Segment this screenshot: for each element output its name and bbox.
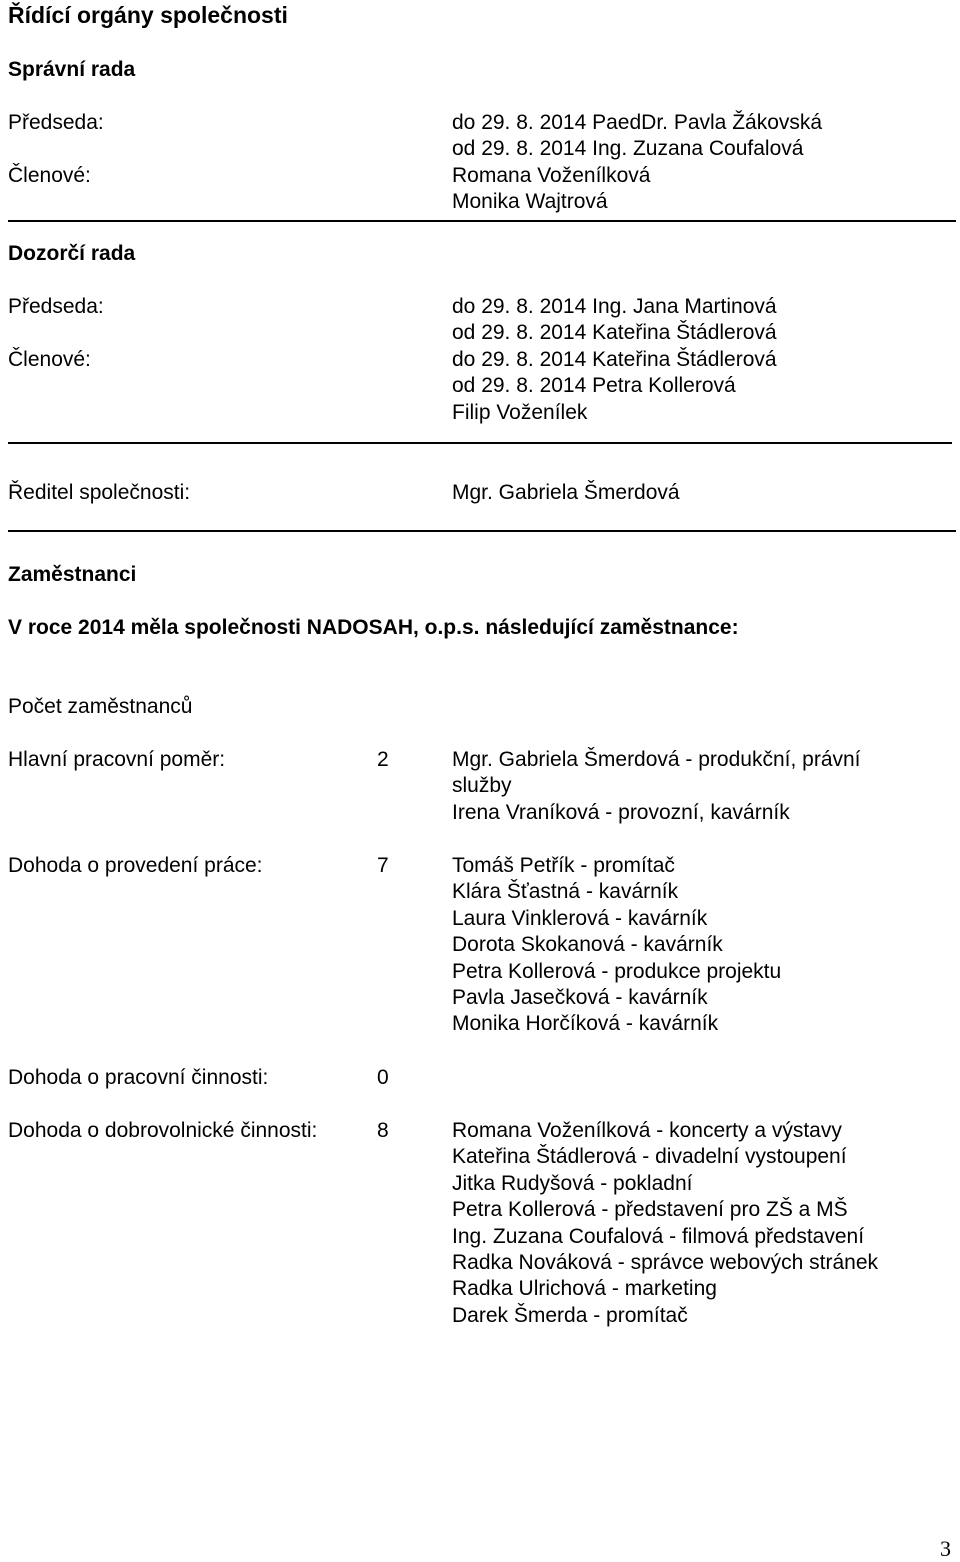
group-label: Dohoda o dobrovolnické činnosti: xyxy=(8,1119,318,1142)
supervisory-members-label: Členové: xyxy=(8,348,91,371)
supervisory-name: do 29. 8. 2014 Kateřina Štádlerová xyxy=(452,347,777,371)
employees-intro: V roce 2014 měla společnosti NADOSAH, o.p.s. následující zaměstnance: xyxy=(8,616,739,639)
person: Petra Kollerová - představení pro ZŠ a MŠ xyxy=(452,1198,848,1222)
supervisory-name: od 29. 8. 2014 Petra Kollerová xyxy=(452,374,736,398)
divider xyxy=(8,442,952,444)
divider xyxy=(8,530,956,532)
divider xyxy=(8,220,956,222)
group-people xyxy=(452,1118,878,1329)
person: Romana Voženílková - koncerty a výstavy xyxy=(452,1119,842,1142)
supervisory-heading: Dozorčí rada xyxy=(8,242,136,265)
group-count: 8 xyxy=(377,1119,389,1142)
person: Darek Šmerda - promítač xyxy=(452,1303,688,1327)
group-people xyxy=(452,747,861,826)
group-label: Hlavní pracovní poměr: xyxy=(8,748,226,771)
person: služby xyxy=(452,774,512,798)
person: Radka Nováková - správce webových stránek xyxy=(452,1251,879,1275)
group-label: Dohoda o pracovní činnosti: xyxy=(8,1066,269,1089)
group-count: 2 xyxy=(377,748,389,771)
person: Monika Horčíková - kavárník xyxy=(452,1012,719,1036)
page-title: Řídící orgány společnosti xyxy=(8,2,288,28)
person: Radka Ulrichová - marketing xyxy=(452,1277,717,1301)
group-label: Dohoda o provedení práce: xyxy=(8,854,263,877)
director-name: Mgr. Gabriela Šmerdová xyxy=(452,481,680,504)
employees-heading: Zaměstnanci xyxy=(8,563,137,586)
supervisory-chair-label: Předseda: xyxy=(8,295,104,318)
board-names xyxy=(452,110,822,216)
person: Laura Vinklerová - kavárník xyxy=(452,906,708,930)
page-number: 3 xyxy=(940,1536,951,1561)
board-name: od 29. 8. 2014 Ing. Zuzana Coufalová xyxy=(452,137,804,161)
person: Petra Kollerová - produkce projektu xyxy=(452,959,782,983)
director-label: Ředitel společnosti: xyxy=(8,481,191,504)
group-count: 7 xyxy=(377,854,389,877)
person: Pavla Jasečková - kavárník xyxy=(452,986,708,1010)
person: Dorota Skokanová - kavárník xyxy=(452,933,723,957)
board-name: do 29. 8. 2014 PaedDr. Pavla Žákovská xyxy=(452,111,823,134)
person: Kateřina Štádlerová - divadelní vystoupení xyxy=(452,1145,847,1169)
employee-count-heading: Počet zaměstnanců xyxy=(8,695,193,718)
board-members-label: Členové: xyxy=(8,164,91,187)
group-count: 0 xyxy=(377,1066,389,1089)
supervisory-name: Filip Voženílek xyxy=(452,400,588,424)
supervisory-name: do 29. 8. 2014 Ing. Jana Martinová xyxy=(452,295,777,318)
board-chair-label: Předseda: xyxy=(8,111,104,134)
board-heading: Správní rada xyxy=(8,58,136,81)
person: Tomáš Petřík - promítač xyxy=(452,854,675,877)
person: Ing. Zuzana Coufalová - filmová představení xyxy=(452,1224,865,1248)
supervisory-name: od 29. 8. 2014 Kateřina Štádlerová xyxy=(452,321,777,345)
person: Jitka Rudyšová - pokladní xyxy=(452,1171,693,1195)
board-name: Monika Wajtrová xyxy=(452,190,608,214)
person: Klára Šťastná - kavárník xyxy=(452,880,679,904)
supervisory-names xyxy=(452,294,777,426)
person: Mgr. Gabriela Šmerdová - produkční, právní xyxy=(452,748,861,771)
board-name: Romana Voženílková xyxy=(452,163,651,187)
person: Irena Vraníková - provozní, kavárník xyxy=(452,800,790,824)
group-people xyxy=(452,853,781,1038)
